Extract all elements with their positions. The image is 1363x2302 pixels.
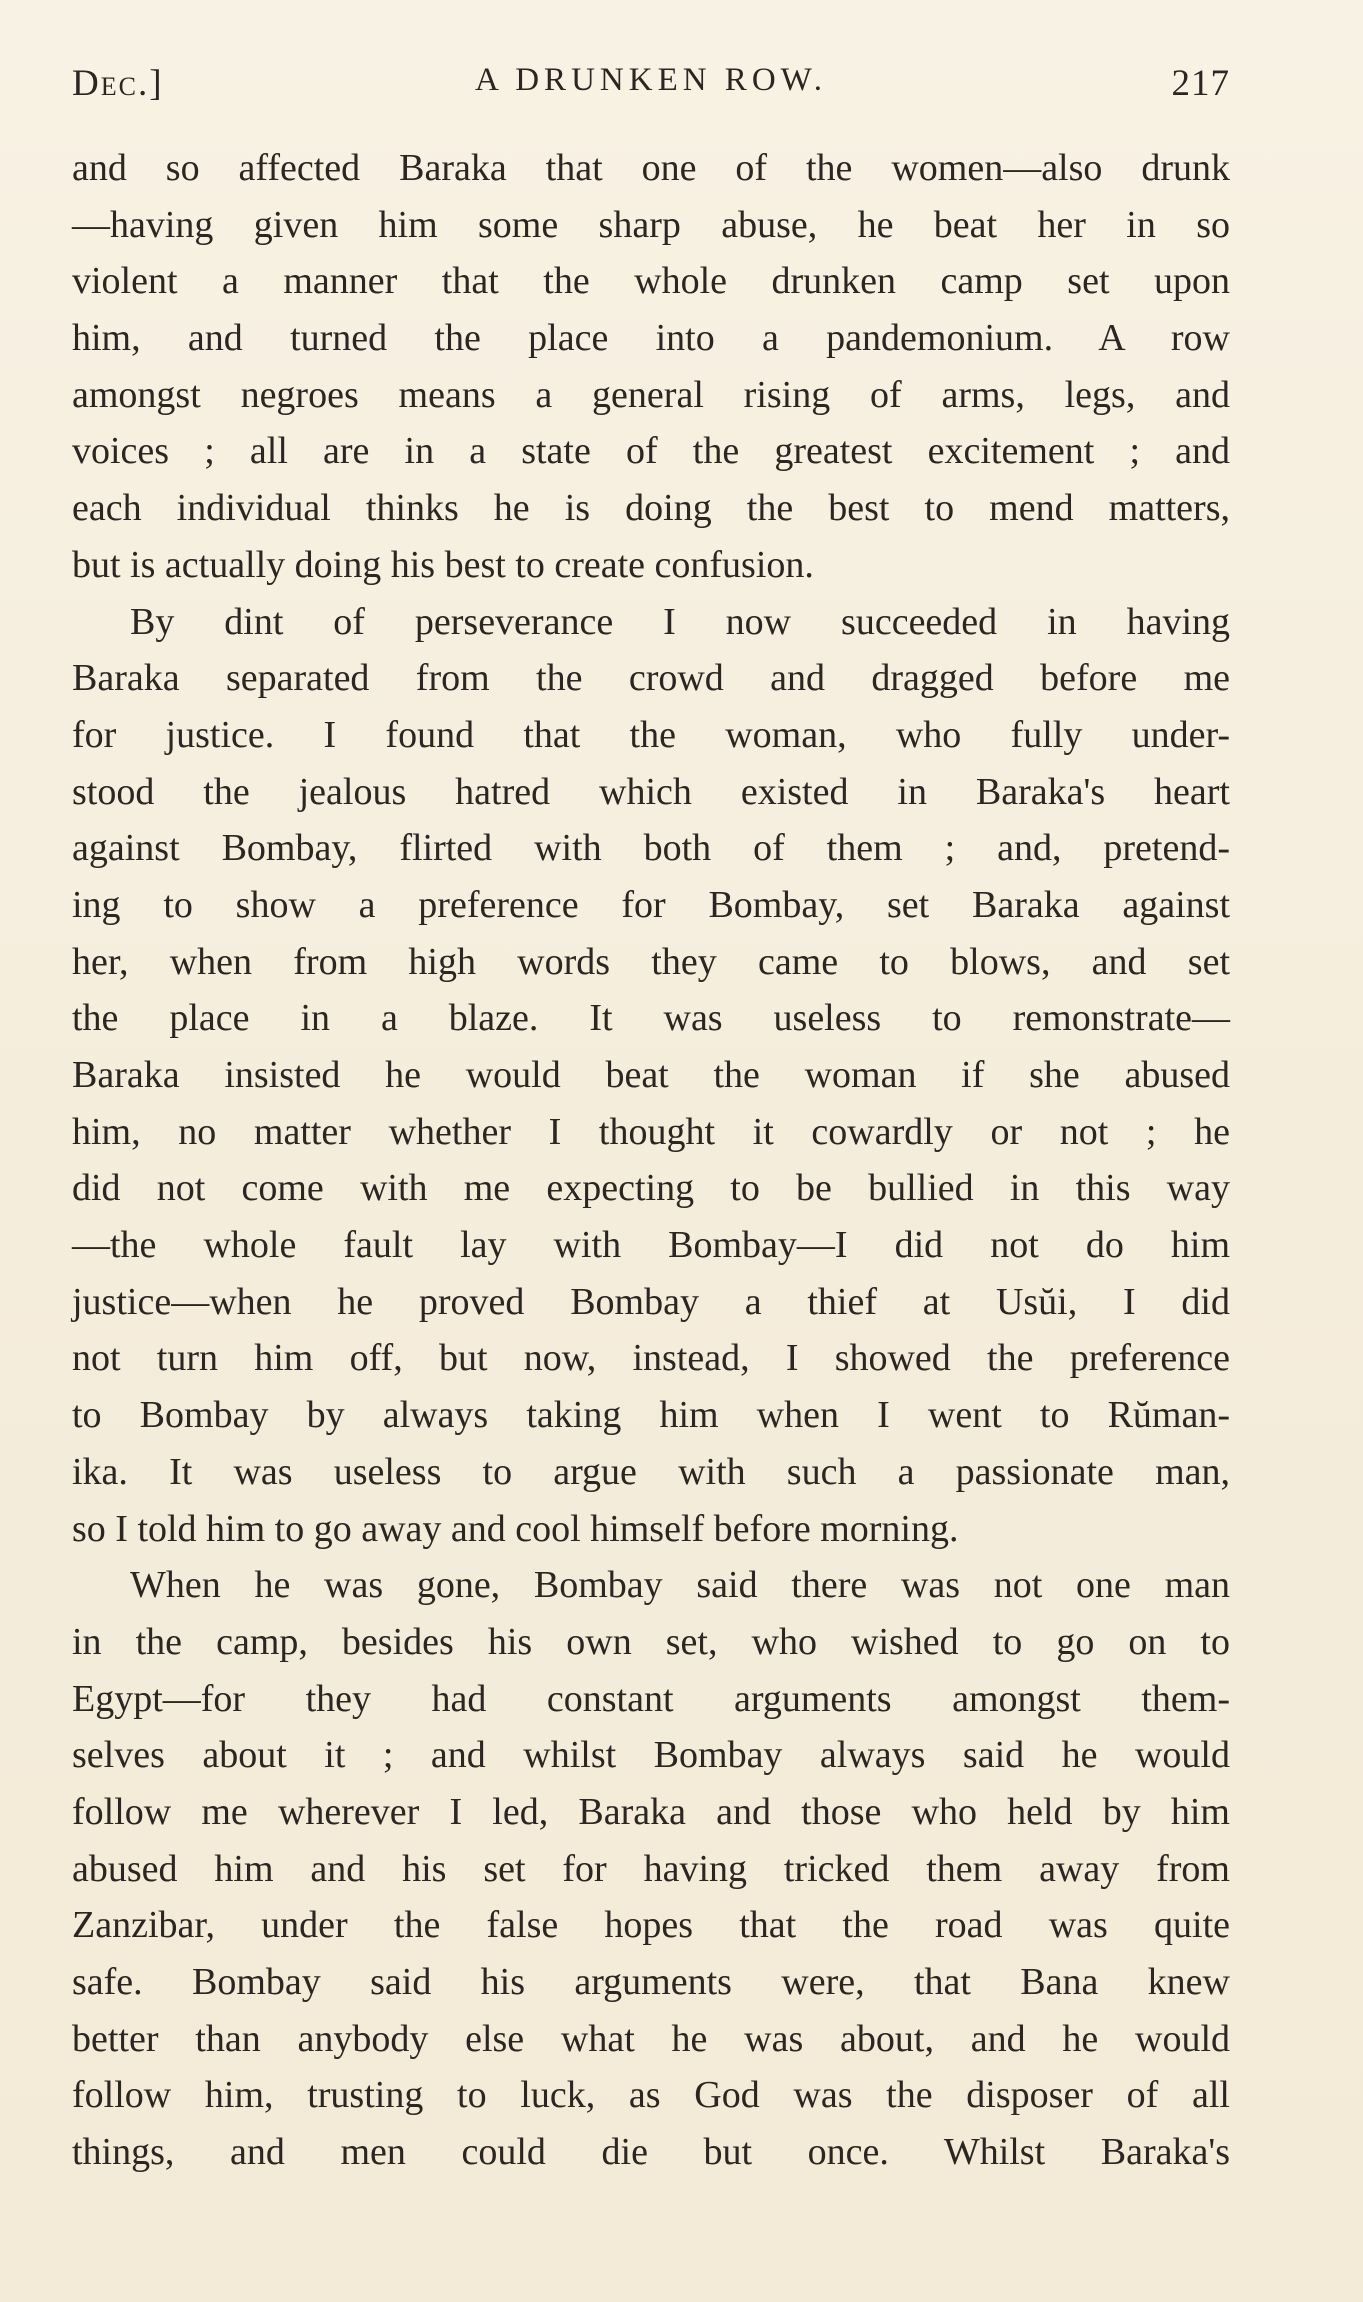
text-line: him, and turned the place into a pandemonium. A row (72, 317, 1230, 360)
text-line: Baraka separated from the crowd and dragged before me (72, 657, 1230, 700)
text-line: her, when from high words they came to blows, and set (72, 940, 1230, 983)
text-line: selves about it ; and whilst Bombay always said he would (72, 1734, 1230, 1777)
text-line: did not come with me expecting to be bullied in this way (72, 1167, 1230, 1210)
text-line: Baraka insisted he would beat the woman if she abused (72, 1054, 1230, 1096)
text-line: Zanzibar, under the false hopes that the road was quite (72, 1904, 1230, 1947)
text-line: the place in a blaze. It was useless to remonstrate— (72, 997, 1230, 1040)
text-line: him, no matter whether I thought it cowardly or not ; he (72, 1110, 1230, 1153)
text-line: follow him, trusting to luck, as God was the disposer of all (72, 2074, 1230, 2117)
text-line: By dint of perseverance I now succeeded in having (130, 600, 1230, 643)
text-line: but is actually doing his best to create confusion. (72, 543, 814, 586)
text-line: stood the jealous hatred which existed in Baraka's heart (72, 770, 1230, 813)
text-line: each individual thinks he is doing the best to mend matters, (72, 487, 1230, 530)
text-line: amongst negroes means a general rising of arms, legs, and (72, 373, 1230, 416)
page-number: 217 (1171, 63, 1230, 104)
text-line: and so affected Baraka that one of the women—also drunk (72, 147, 1230, 189)
chapter-title: A DRUNKEN ROW. (474, 62, 828, 98)
text-line: violent a manner that the whole drunken camp set upon (72, 260, 1230, 303)
text-line: for justice. I found that the woman, who fully under- (72, 713, 1230, 756)
text-line: not turn him off, but now, instead, I showed the preference (72, 1337, 1230, 1380)
text-line: ing to show a preference for Bombay, set Baraka against (72, 883, 1230, 926)
text-line: in the camp, besides his own set, who wished to go on to (72, 1620, 1230, 1663)
text-line: voices ; all are in a state of the greatest excitement ; and (72, 430, 1230, 473)
running-head (72, 62, 1230, 118)
header-month: Dec.] (72, 63, 164, 104)
text-line: to Bombay by always taking him when I went to Rŭman- (72, 1394, 1230, 1437)
text-line: —the whole fault lay with Bombay—I did not do him (72, 1224, 1230, 1267)
text-line: follow me wherever I led, Baraka and those who held by him (72, 1790, 1230, 1833)
body-text (72, 140, 1230, 2181)
text-line: ika. It was useless to argue with such a passionate man, (72, 1450, 1230, 1493)
text-line: justice—when he proved Bombay a thief at Usŭi, I did (72, 1280, 1230, 1323)
text-line: things, and men could die but once. Whilst Baraka's (72, 2131, 1230, 2174)
text-line: abused him and his set for having tricked them away from (72, 1847, 1230, 1890)
text-line: safe. Bombay said his arguments were, that Bana knew (72, 1961, 1230, 2003)
text-line: Egypt—for they had constant arguments amongst them- (72, 1677, 1230, 1720)
text-line: better than anybody else what he was about, and he would (72, 2017, 1230, 2060)
text-line: —having given him some sharp abuse, he beat her in so (72, 203, 1230, 246)
text-line: When he was gone, Bombay said there was not one man (130, 1564, 1230, 1607)
text-line: so I told him to go away and cool himself before morning. (72, 1507, 959, 1550)
text-line: against Bombay, flirted with both of them ; and, pretend- (72, 827, 1230, 870)
